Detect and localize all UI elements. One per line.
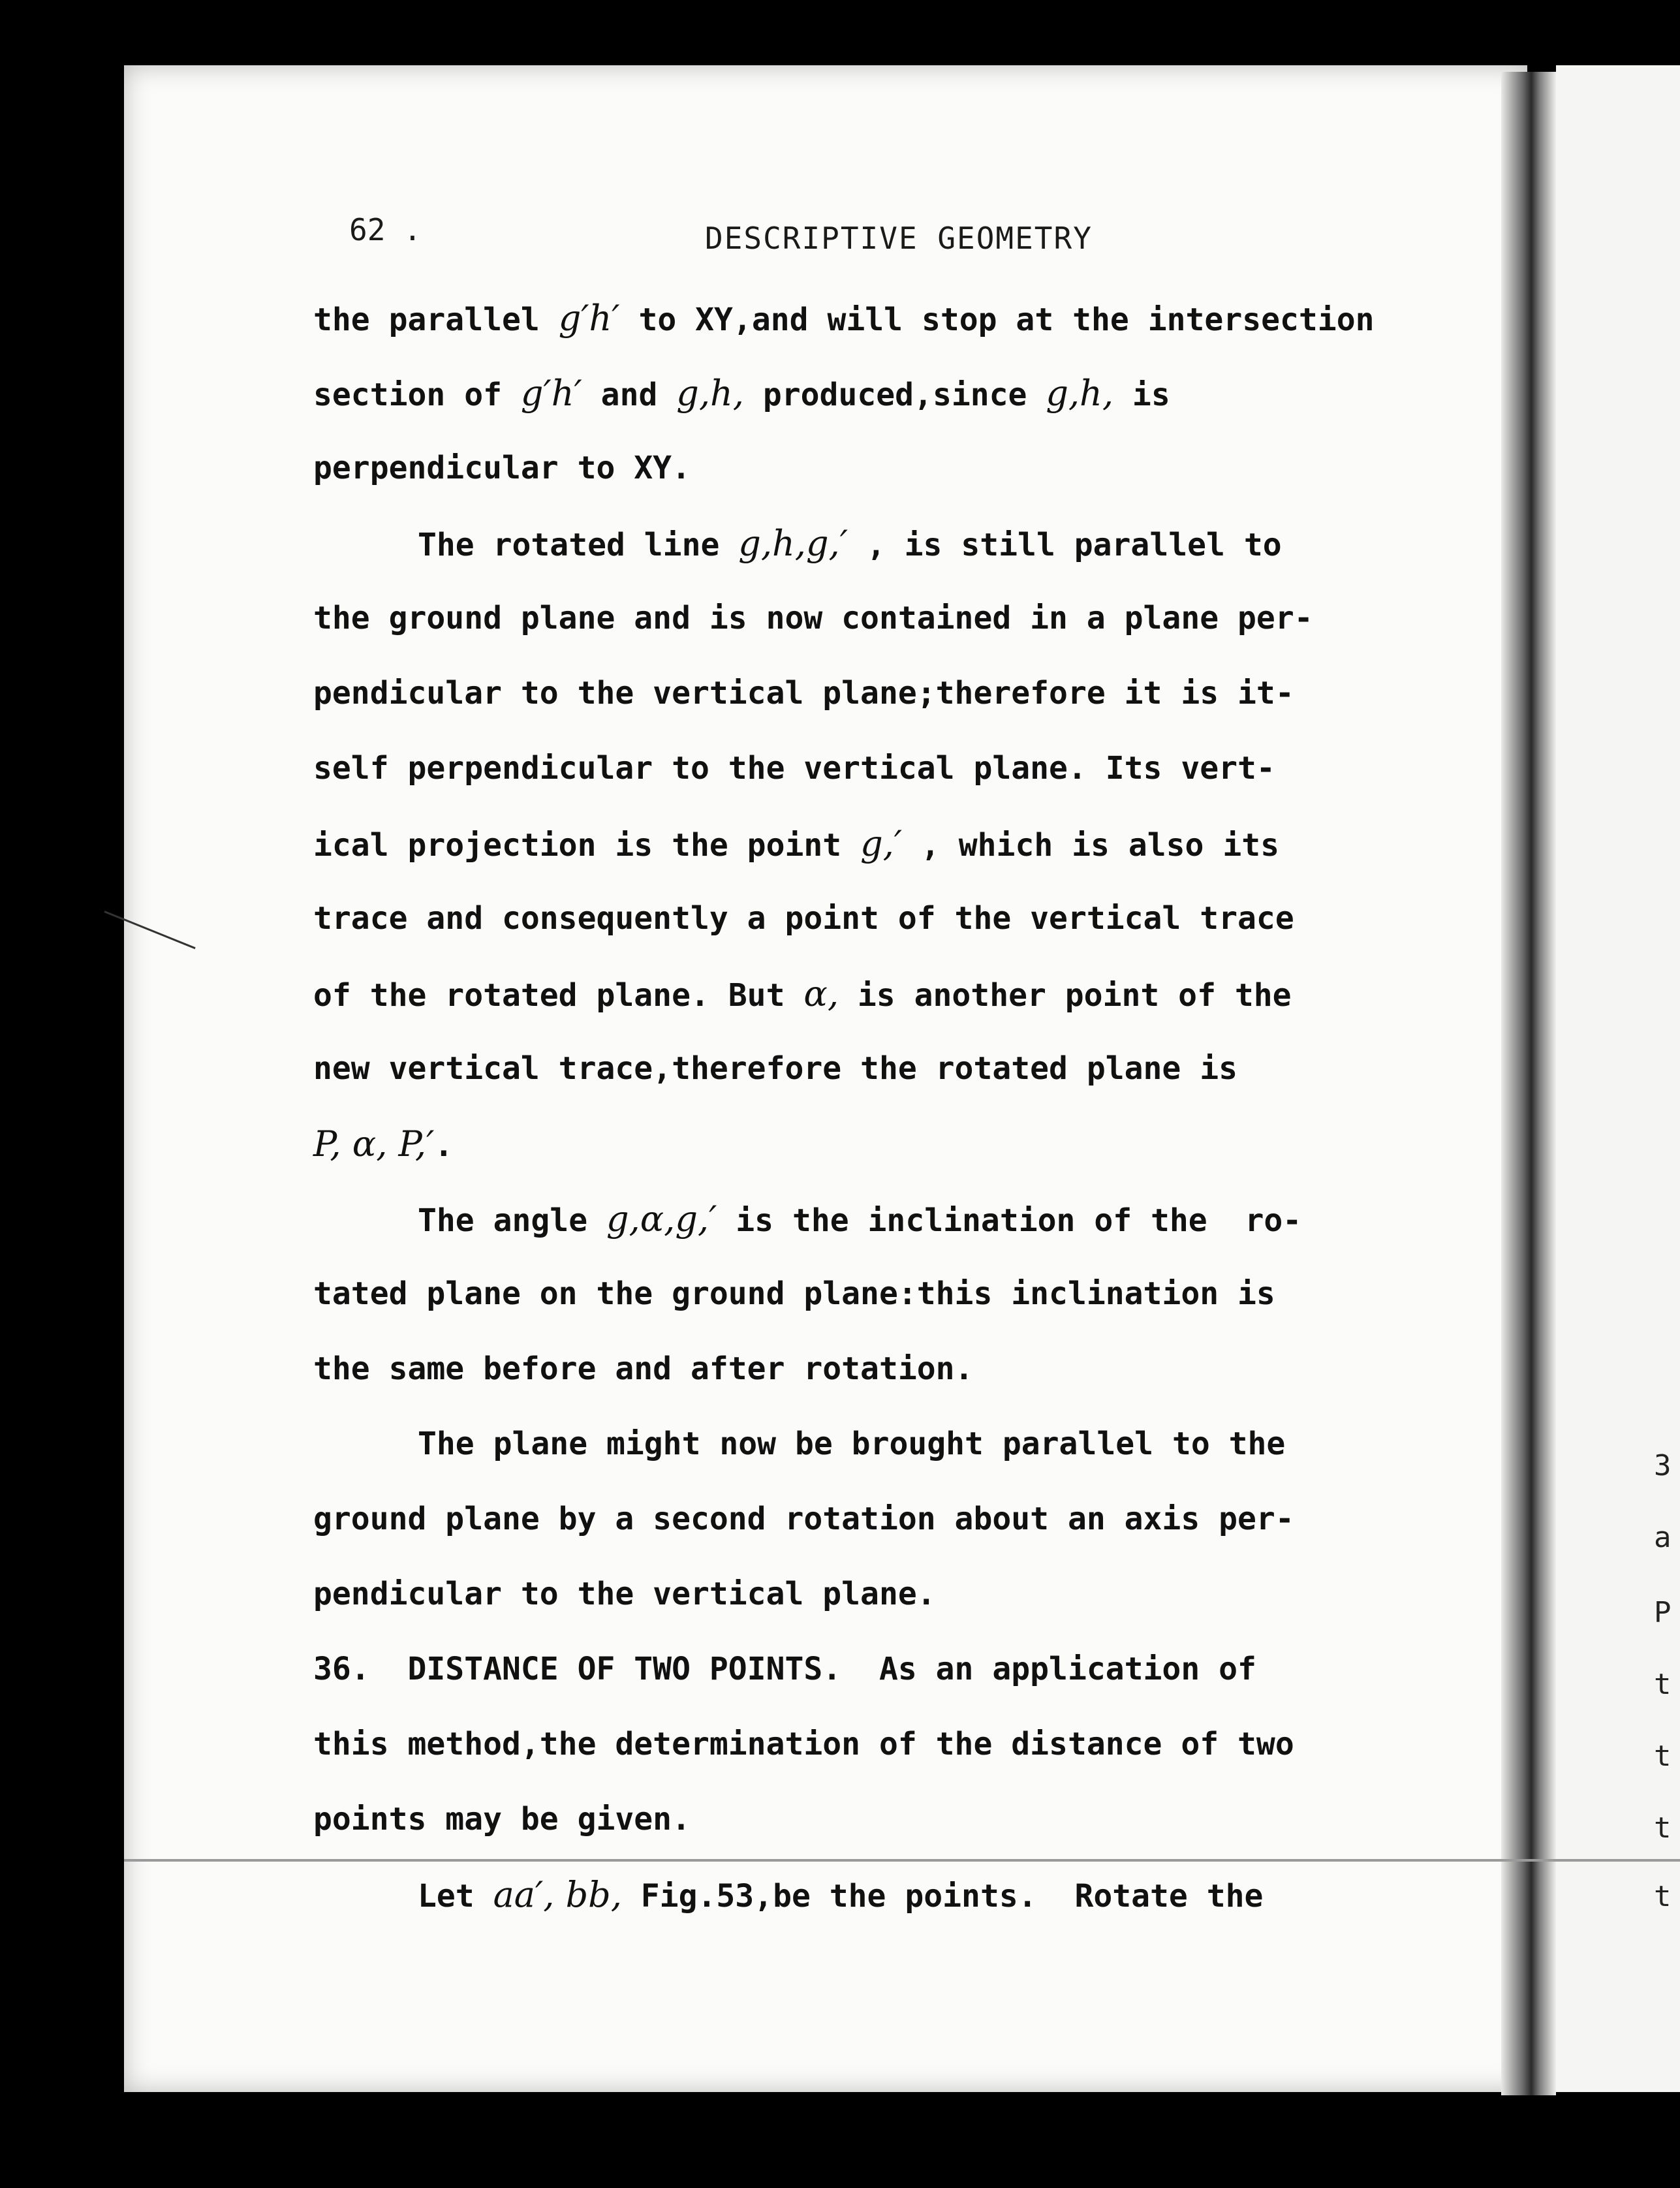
text-line [313, 1181, 1423, 1257]
text-run: ground plane by a second rotation about an axis per- [313, 1501, 1294, 1537]
adjacent-page-edge [1556, 65, 1680, 2092]
text-line [313, 1632, 1423, 1707]
math-notation: aa′, bb, [493, 1874, 622, 1915]
text-line [313, 1407, 1423, 1482]
text-run: Fig.53,be the points. Rotate the [621, 1878, 1264, 1914]
text-line [313, 1707, 1423, 1782]
text-run: new vertical trace,therefore the rotated plane is [313, 1050, 1238, 1087]
text-line [313, 281, 1423, 356]
math-notation: g,α,g,′ [606, 1198, 717, 1240]
math-notation: g′h′ [558, 298, 620, 339]
text-run: The plane might now be brought parallel to the [418, 1426, 1286, 1462]
text-run: of the rotated plane. But [313, 977, 804, 1014]
math-notation: g,h, [676, 373, 744, 414]
text-line [313, 806, 1423, 881]
text-line [313, 1332, 1423, 1407]
text-run: ical projection is the point [313, 827, 861, 864]
text-line [313, 1857, 1423, 1932]
text-run: is [1113, 377, 1170, 413]
text-run: The rotated line [418, 527, 739, 563]
text-line [313, 1257, 1423, 1332]
text-run: the ground plane and is now contained in a plane per- [313, 600, 1313, 636]
text-line [313, 356, 1423, 431]
text-run: The angle [418, 1202, 606, 1239]
math-notation: g,′ [860, 823, 903, 864]
text-line [313, 956, 1423, 1031]
page-fold-line [124, 1859, 1680, 1862]
text-run: and [582, 377, 677, 413]
text-run: . [434, 1127, 454, 1164]
edge-letter: t [1654, 1668, 1672, 1701]
edge-letter: t [1654, 1880, 1672, 1913]
text-run: perpendicular to XY. [313, 450, 691, 486]
text-run: the same before and after rotation. [313, 1351, 974, 1387]
text-line [313, 1106, 1423, 1181]
edge-letter: a [1654, 1521, 1672, 1554]
edge-letter: t [1654, 1811, 1672, 1845]
text-run: produced,since [743, 377, 1046, 413]
text-run: 36. DISTANCE OF TWO POINTS. As an application of [313, 1651, 1256, 1687]
math-notation: P, α, P,′ [313, 1123, 435, 1164]
book-gutter [1501, 72, 1556, 2095]
math-notation: g,h,g,′ [738, 523, 848, 564]
text-run: to XY,and will stop at the intersection [619, 302, 1375, 338]
text-run: , is still parallel to [847, 527, 1282, 563]
text-line [313, 656, 1423, 731]
text-run: this method,the determination of the distance of two [313, 1726, 1294, 1762]
text-run: is the inclination of the ro- [717, 1202, 1302, 1239]
text-run: pendicular to the vertical plane;therefore it is it- [313, 675, 1294, 711]
text-line [313, 506, 1423, 581]
text-line [313, 881, 1423, 956]
text-line [313, 1482, 1423, 1557]
text-line [313, 581, 1423, 656]
math-notation: g,h, [1046, 373, 1114, 414]
text-run: section of [313, 377, 521, 413]
text-run: tated plane on the ground plane:this inclination is [313, 1275, 1275, 1312]
text-run: self perpendicular to the vertical plane. Its vert- [313, 750, 1275, 787]
edge-letter: t [1654, 1740, 1672, 1773]
text-run: pendicular to the vertical plane. [313, 1576, 936, 1612]
math-notation: α, [803, 973, 839, 1014]
text-run: trace and consequently a point of the vertical trace [313, 900, 1294, 937]
text-line [313, 1031, 1423, 1106]
page-number: 62 . [349, 212, 422, 247]
edge-letter: P [1654, 1596, 1672, 1629]
text-run: , which is also its [902, 827, 1280, 864]
text-run: the parallel [313, 302, 559, 338]
body-text [313, 281, 1423, 1932]
text-line [313, 1782, 1423, 1857]
math-notation: g′h′ [520, 373, 582, 414]
text-run: Let [418, 1878, 493, 1914]
text-line [313, 1557, 1423, 1632]
text-line [313, 431, 1423, 506]
edge-letter: 3 [1654, 1449, 1672, 1482]
text-run: points may be given. [313, 1801, 691, 1837]
running-header-title: DESCRIPTIVE GEOMETRY [705, 221, 1093, 256]
text-run: is another point of the [839, 977, 1292, 1014]
text-line [313, 731, 1423, 806]
